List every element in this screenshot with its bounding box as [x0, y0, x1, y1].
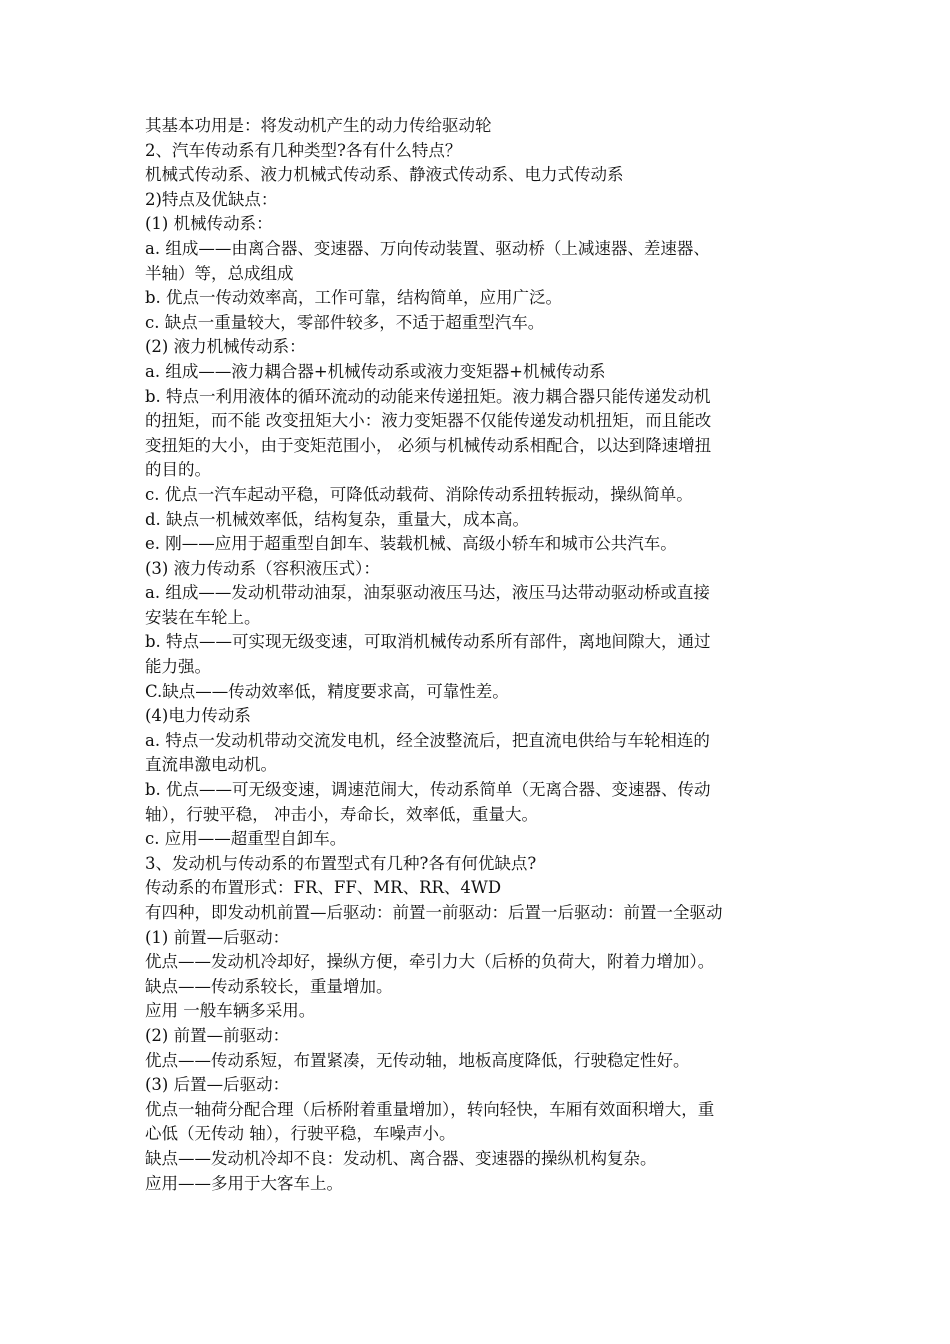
question-heading: 3、发动机与传动系的布置型式有几种?各有何优缺点? — [145, 853, 537, 873]
text-line: 缺点——发动机冷却不良：发动机、离合器、变速器的操纵机构复杂。 — [145, 1148, 657, 1168]
subsection-heading: (4)电力传动系 — [145, 706, 251, 726]
text-line: 的扭矩，而不能 改变扭矩大小：液力变矩器不仅能传递发动机扭矩，而且能改 — [145, 411, 712, 431]
subsection-heading: (1) 机械传动系： — [145, 214, 273, 234]
text-line: a. 组成——液力耦合器+机械传动系或液力变矩器+机械传动系 — [145, 361, 606, 381]
text-line: a. 组成——由离合器、变速器、万向传动装置、驱动桥（上减速器、差速器、 — [145, 238, 710, 258]
text-line: 机械式传动系、液力机械式传动系、静液式传动系、电力式传动系 — [145, 165, 624, 185]
text-line: b. 特点一利用液体的循环流动的动能来传递扭矩。液力耦合器只能传递发动机 — [145, 386, 711, 406]
text-line: 心低（无传动 轴），行驶平稳，车噪声小。 — [145, 1124, 456, 1144]
text-line: b. 优点——可无级变速，调速范闹大，传动系简单（无离合器、变速器、传动 — [145, 780, 711, 800]
subsection-heading: (2) 前置—前驱动： — [145, 1025, 290, 1045]
text-line: c. 缺点一重量较大，零部件较多，不适于超重型汽车。 — [145, 312, 545, 332]
section-heading: 2)特点及优缺点： — [145, 189, 278, 209]
text-line: b. 优点一传动效率高，工作可靠，结构简单，应用广泛。 — [145, 288, 563, 308]
text-line: 其基本功用是：将发动机产生的动力传给驱动轮 — [145, 116, 492, 135]
text-line: 应用 一般车辆多采用。 — [145, 1001, 316, 1021]
text-line: 优点一轴荷分配合理（后桥附着重量增加），转向轻快，车厢有效面积增大，重 — [145, 1099, 715, 1119]
text-line: 传动系的布置形式：FR、FF、MR、RR、4WD — [145, 878, 502, 898]
text-line: 变扭矩的大小，由于变矩范围小， 必须与机械传动系相配合，以达到降速增扭 — [145, 435, 712, 455]
text-line: c. 应用——超重型自卸车。 — [145, 829, 347, 849]
text-line: a. 组成——发动机带动油泵，油泵驱动液压马达，液压马达带动驱动桥或直接 — [145, 583, 710, 603]
subsection-heading: (1) 前置—后驱动： — [145, 927, 290, 947]
text-line: b. 特点——可实现无级变速，可取消机械传动系所有部件，离地间隙大，通过 — [145, 632, 711, 652]
text-line: c. 优点一汽车起动平稳，可降低动载荷、消除传动系扭转振动，操纵简单。 — [145, 484, 693, 504]
subsection-heading: (3) 后置—后驱动： — [145, 1075, 290, 1095]
text-line: a. 特点一发动机带动交流发电机，经全波整流后，把直流电供给与车轮相连的 — [145, 730, 710, 750]
subsection-heading: (2) 液力机械传动系： — [145, 337, 306, 357]
text-line: 的目的。 — [145, 460, 211, 480]
text-line: 能力强。 — [145, 657, 211, 677]
document-page — [145, 114, 808, 1196]
text-line: 缺点——传动系较长，重量增加。 — [145, 976, 393, 996]
text-line: 直流串激电动机。 — [145, 755, 277, 775]
text-line: C.缺点——传动效率低，精度要求高，可靠性差。 — [145, 681, 509, 701]
text-line: 优点——传动系短，布置紧凑，无传动轴，地板高度降低，行驶稳定性好。 — [145, 1050, 690, 1070]
text-line: d. 缺点一机械效率低，结构复杂，重量大，成本高。 — [145, 509, 530, 529]
question-heading: 2、汽车传动系有几种类型?各有什么特点？ — [145, 140, 462, 160]
text-line: 半轴）等，总成组成 — [145, 263, 294, 283]
text-line: 有四种，即发动机前置—后驱动：前置一前驱动：后置一后驱动：前置一全驱动 — [145, 903, 723, 922]
text-line: 安装在车轮上。 — [145, 607, 261, 627]
text-line: 应用——多用于大客车上。 — [145, 1173, 343, 1193]
text-line: 轴），行驶平稳， 冲击小，寿命长，效率低，重量大。 — [145, 804, 538, 824]
text-line: e. 刚——应用于超重型自卸车、装载机械、高级小轿车和城市公共汽车。 — [145, 534, 677, 554]
subsection-heading: (3) 液力传动系（容积液压式）： — [145, 558, 380, 578]
text-line: 优点——发动机冷却好，操纵方便，牵引力大（后桥的负荷大，附着力增加）。 — [145, 952, 715, 972]
